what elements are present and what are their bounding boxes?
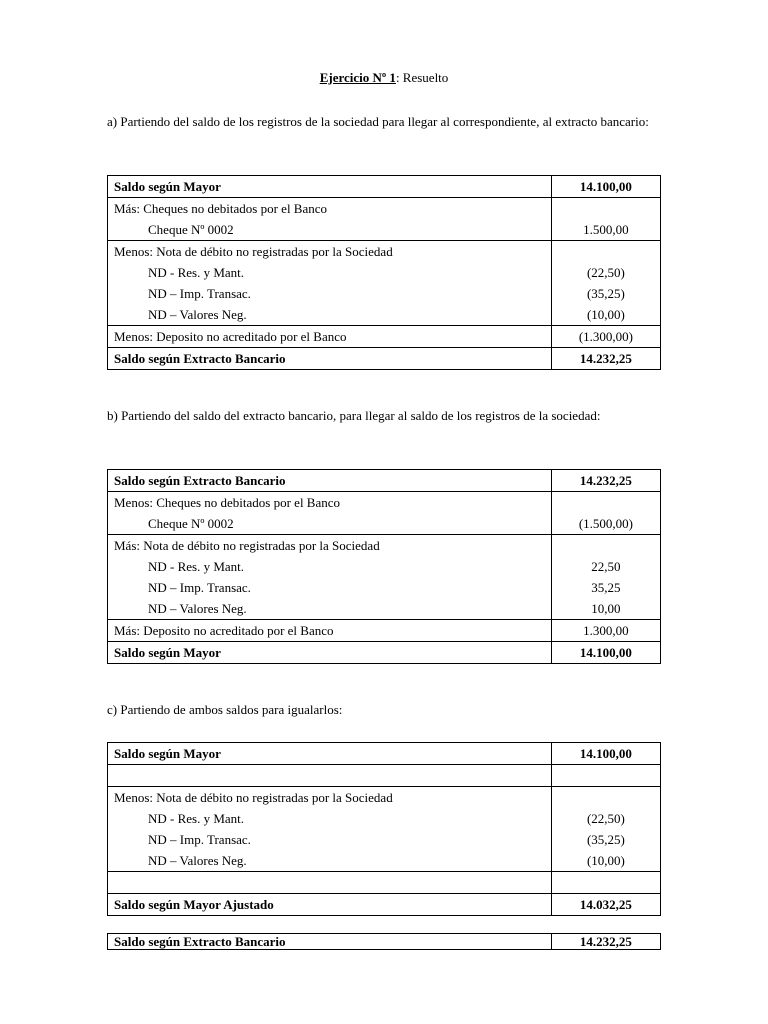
section-c-intro: c) Partiendo de ambos saldos para igualarlos:: [107, 702, 343, 717]
row-sublabel: Cheque Nº 0002: [148, 222, 234, 237]
table-row: [108, 348, 661, 370]
row-label: Saldo según Extracto Bancario: [114, 934, 286, 949]
row-sublabel: ND - Res. y Mant.: [148, 811, 245, 826]
row-value: (1.500,00): [578, 516, 633, 531]
row-label: Saldo según Mayor: [114, 645, 221, 660]
section-a-table: [107, 175, 661, 370]
row-label: Saldo según Mayor Ajustado: [114, 897, 274, 912]
row-label: Menos: Cheques no debitados por el Banco: [114, 495, 341, 510]
table-row: [108, 492, 661, 535]
row-value: (10,00): [586, 307, 625, 322]
row-sublabel: ND - Res. y Mant.: [148, 265, 245, 280]
row-value: 14.232,25: [579, 934, 632, 949]
row-value: 14.232,25: [579, 473, 632, 488]
row-value: (35,25): [586, 832, 625, 847]
row-value: 10,00: [591, 601, 621, 616]
row-value: 14.032,25: [579, 897, 632, 912]
table-row: [108, 787, 661, 872]
row-sublabel: ND - Res. y Mant.: [148, 559, 245, 574]
row-value: 1.300,00: [583, 623, 629, 638]
section-c-table: [107, 742, 661, 916]
row-value: (10,00): [586, 853, 625, 868]
row-label: Saldo según Mayor: [114, 746, 221, 761]
row-value: 14.232,25: [579, 351, 632, 366]
row-sublabel: ND – Imp. Transac.: [148, 580, 251, 595]
row-sublabel: ND – Valores Neg.: [148, 307, 247, 322]
row-value: (1.300,00): [578, 329, 633, 344]
section-b-table: [107, 469, 661, 664]
row-label: Menos: Nota de débito no registradas por la Sociedad: [114, 244, 393, 259]
row-label: Saldo según Extracto Bancario: [114, 351, 286, 366]
table-row: [108, 620, 661, 642]
table-row-empty: [108, 765, 661, 787]
row-value: 22,50: [591, 559, 621, 574]
table-row-empty: [108, 872, 661, 894]
row-label: Saldo según Mayor: [114, 179, 221, 194]
section-a-intro: a) Partiendo del saldo de los registros de la sociedad para llegar al correspondiente, al extracto bancario:: [107, 114, 649, 129]
row-value: 35,25: [591, 580, 621, 595]
row-sublabel: ND – Valores Neg.: [148, 601, 247, 616]
table-row: [108, 642, 661, 664]
row-label: Menos: Nota de débito no registradas por la Sociedad: [114, 790, 393, 805]
row-label: Menos: Deposito no acreditado por el Banco: [114, 329, 347, 344]
row-label: Más: Nota de débito no registradas por la Sociedad: [114, 538, 380, 553]
page-title: [0, 70, 768, 86]
title-suffix: : Resuelto: [395, 70, 449, 85]
row-value: 1.500,00: [583, 222, 629, 237]
section-b-intro: b) Partiendo del saldo del extracto bancario, para llegar al saldo de los registros de la sociedad:: [107, 408, 601, 423]
table-row: [108, 934, 661, 950]
row-value: 14.100,00: [579, 179, 632, 194]
table-row: [108, 241, 661, 326]
table-row: [108, 470, 661, 492]
row-sublabel: ND – Valores Neg.: [148, 853, 247, 868]
section-c-extracto-table: [107, 933, 661, 950]
row-sublabel: ND – Imp. Transac.: [148, 832, 251, 847]
row-value: 14.100,00: [579, 645, 632, 660]
table-row: [108, 894, 661, 916]
row-value: (22,50): [586, 265, 625, 280]
row-label: Saldo según Extracto Bancario: [114, 473, 286, 488]
row-value: 14.100,00: [579, 746, 632, 761]
table-row: [108, 743, 661, 765]
table-row: [108, 326, 661, 348]
table-row: [108, 198, 661, 241]
table-row: [108, 535, 661, 620]
row-sublabel: ND – Imp. Transac.: [148, 286, 251, 301]
row-label: Más: Cheques no debitados por el Banco: [114, 201, 328, 216]
title-prefix: Ejercicio Nº 1: [319, 70, 396, 85]
row-sublabel: Cheque Nº 0002: [148, 516, 234, 531]
row-value: (22,50): [586, 811, 625, 826]
table-row: [108, 176, 661, 198]
row-value: (35,25): [586, 286, 625, 301]
row-label: Más: Deposito no acreditado por el Banco: [114, 623, 334, 638]
